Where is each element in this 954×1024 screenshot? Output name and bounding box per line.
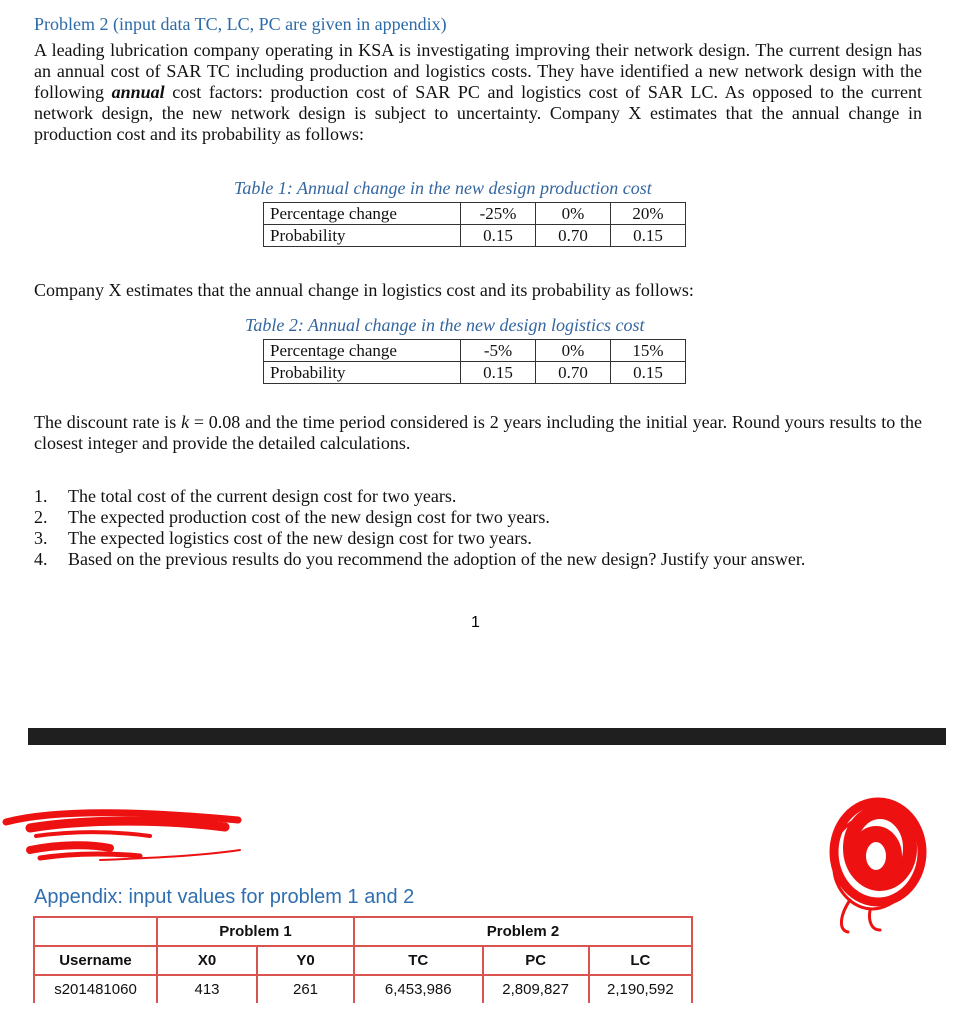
- annual-emphasis: annual: [111, 82, 165, 102]
- table2-row-percentage: [264, 340, 686, 362]
- appendix-problem2-header: Problem 2: [354, 917, 692, 946]
- question-list: [34, 486, 805, 570]
- question-number: 4.: [34, 549, 48, 569]
- table2-cell: 0.15: [611, 362, 686, 384]
- question-text: The expected production cost of the new design cost for two years.: [68, 507, 550, 527]
- discount-text-part2: = 0.08 and the time period considered is 2 years including the initial year. Round yours results to the closest integer and provide the detailed calculations.: [34, 412, 922, 453]
- appendix-col-y0: Y0: [257, 946, 354, 975]
- table1-cell: 0.70: [536, 225, 611, 247]
- appendix-col-pc: PC: [483, 946, 589, 975]
- appendix-lc-value: 2,190,592: [589, 975, 692, 1003]
- page-separator-bar: [28, 728, 946, 745]
- appendix-col-username: Username: [34, 946, 157, 975]
- table2-label-percentage: Percentage change: [264, 340, 461, 362]
- table1-production-change: [263, 202, 686, 247]
- appendix-y0-value: 261: [257, 975, 354, 1003]
- appendix-col-tc: TC: [354, 946, 483, 975]
- question-item: [34, 549, 805, 570]
- logistics-intro: Company X estimates that the annual change in logistics cost and its probability as follows:: [34, 280, 694, 300]
- table1-cell: 0%: [536, 203, 611, 225]
- problem-header: Problem 2 (input data TC, LC, PC are given in appendix): [34, 14, 447, 34]
- appendix-tc-value: 6,453,986: [354, 975, 483, 1003]
- table1-caption: Table 1: Annual change in the new design production cost: [234, 178, 652, 198]
- table1-cell: 0.15: [461, 225, 536, 247]
- table2-cell: -5%: [461, 340, 536, 362]
- appendix-x0-value: 413: [157, 975, 257, 1003]
- table1-cell: 0.15: [611, 225, 686, 247]
- table1-label-percentage: Percentage change: [264, 203, 461, 225]
- page-number: 1: [471, 614, 480, 631]
- redaction-scribble-left: [0, 800, 260, 880]
- table2-cell: 0.70: [536, 362, 611, 384]
- table2-row-probability: [264, 362, 686, 384]
- appendix-problem1-header: Problem 1: [157, 917, 354, 946]
- table2-cell: 15%: [611, 340, 686, 362]
- table1-cell: 20%: [611, 203, 686, 225]
- question-text: The total cost of the current design cost for two years.: [68, 486, 457, 506]
- redaction-scribble-right: [820, 790, 940, 940]
- appendix-empty-cell: [34, 917, 157, 946]
- table2-caption: Table 2: Annual change in the new design logistics cost: [245, 315, 645, 335]
- problem-intro-paragraph: [34, 40, 922, 145]
- intro-text-part2: cost factors: production cost of SAR PC and logistics cost of SAR LC. As opposed to the current network design, the new network design is subject to uncertainty. Company X estimates that the annual change in production cost and its probability as follows:: [34, 82, 923, 144]
- intro-text-part1: A leading lubrication company operating in KSA is investigating improving their network design. The current design has an annual cost of SAR TC including production and logistics costs. They have identified a new network design with the following: [34, 40, 922, 102]
- question-item: [34, 528, 805, 549]
- question-number: 3.: [34, 528, 48, 548]
- table1-label-probability: Probability: [264, 225, 461, 247]
- appendix-table: [33, 916, 693, 1003]
- appendix-col-x0: X0: [157, 946, 257, 975]
- table1-cell: -25%: [461, 203, 536, 225]
- table2-cell: 0%: [536, 340, 611, 362]
- appendix-col-lc: LC: [589, 946, 692, 975]
- appendix-title: Appendix: input values for problem 1 and 2: [34, 886, 415, 908]
- discount-text-part1: The discount rate is: [34, 412, 182, 432]
- table2-label-probability: Probability: [264, 362, 461, 384]
- question-text: Based on the previous results do you recommend the adoption of the new design? Justify your answer.: [68, 549, 806, 569]
- table1-row-probability: [264, 225, 686, 247]
- question-number: 1.: [34, 486, 48, 506]
- question-item: [34, 486, 805, 507]
- table2-logistics-change: [263, 339, 686, 384]
- discount-paragraph: [34, 412, 922, 454]
- question-text: The expected logistics cost of the new design cost for two years.: [68, 528, 532, 548]
- discount-k-symbol: k: [181, 412, 190, 432]
- appendix-column-header-row: [34, 946, 692, 975]
- table1-row-percentage: [264, 203, 686, 225]
- appendix-group-header-row: [34, 917, 692, 946]
- question-item: [34, 507, 805, 528]
- table2-cell: 0.15: [461, 362, 536, 384]
- question-number: 2.: [34, 507, 48, 527]
- appendix-username-value: s201481060: [34, 975, 157, 1003]
- appendix-data-row: [34, 975, 692, 1003]
- appendix-pc-value: 2,809,827: [483, 975, 589, 1003]
